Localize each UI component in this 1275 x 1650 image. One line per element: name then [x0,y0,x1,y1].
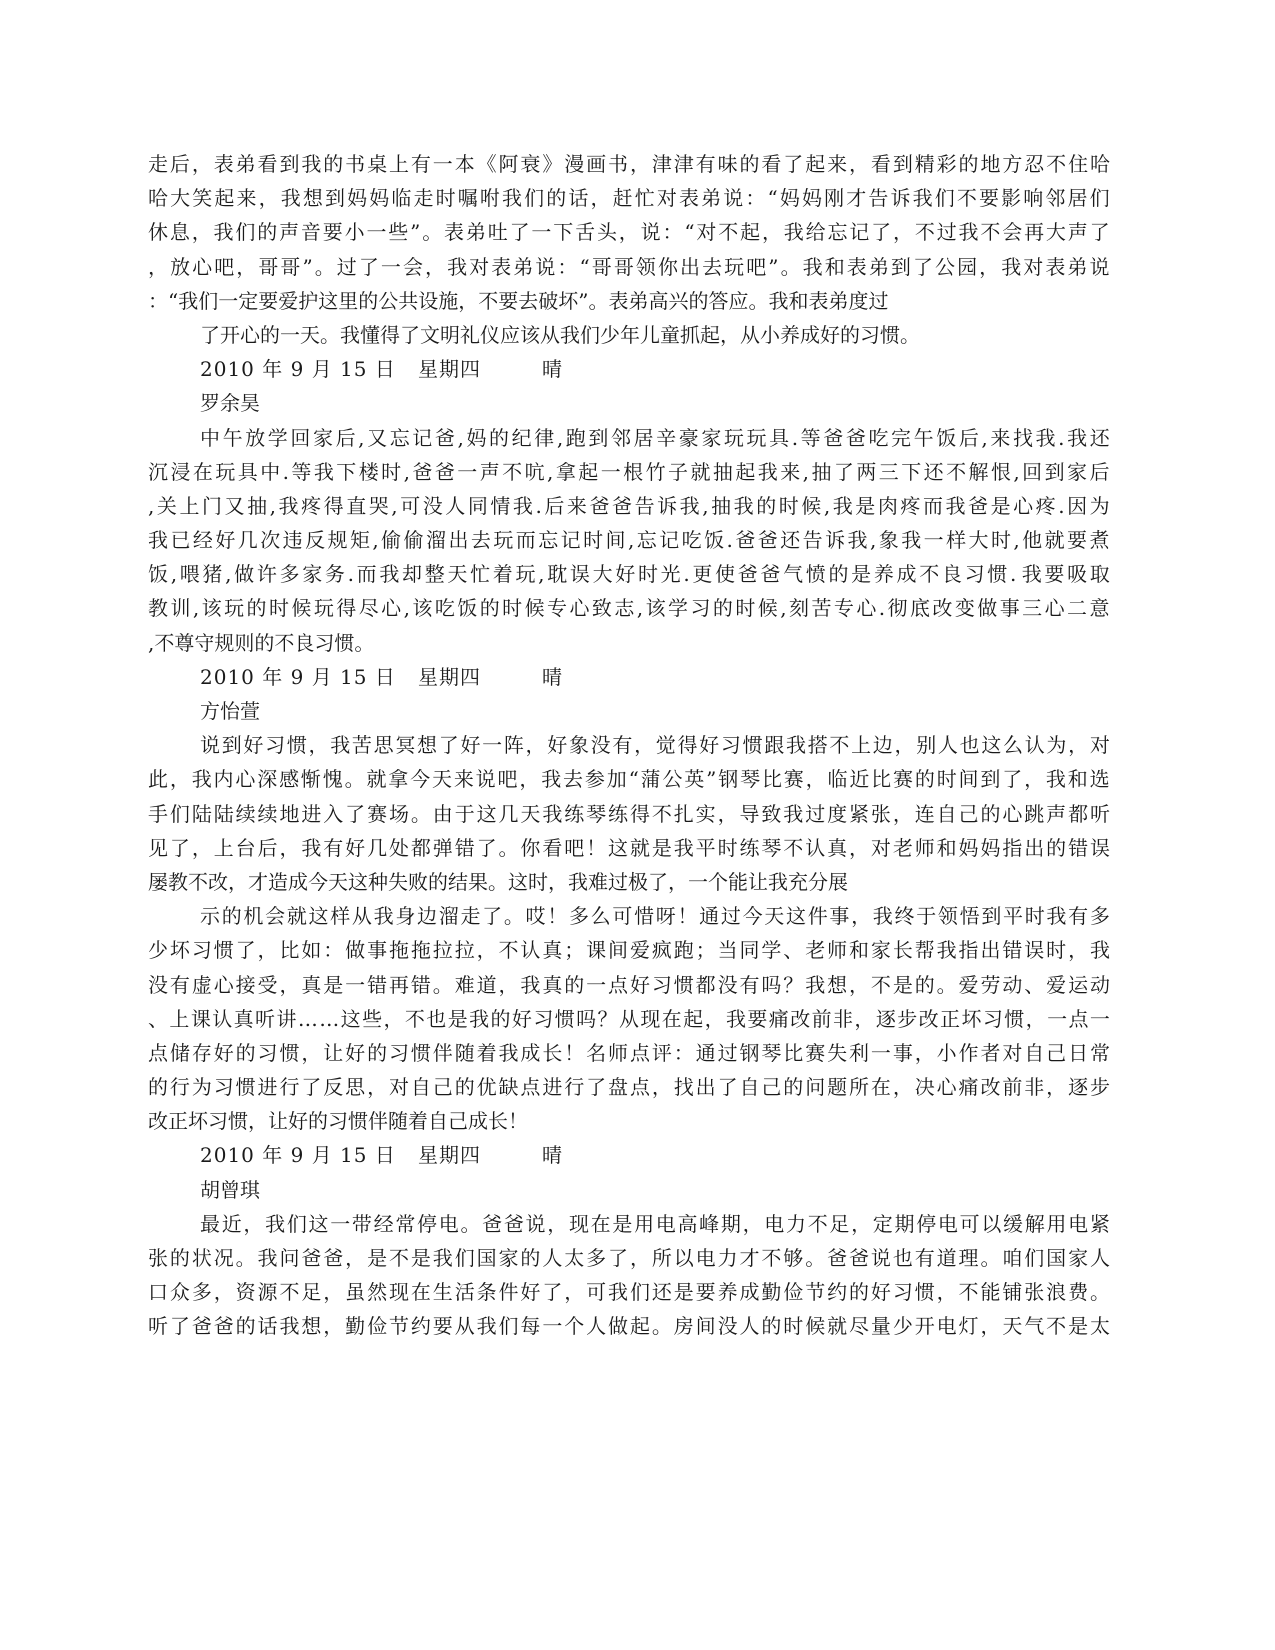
author-name: 方怡萱 [200,699,260,723]
text-line: 了开心的一天。我懂得了文明礼仪应该从我们少年儿童抓起，从小养成好的习惯。 [200,322,920,347]
text-line: 张 的 状 况 。 我 问 爸 爸 ， 是 不 是 我 们 国 家 的 人 太 多 了 ， 所 以 电 力 才 不 够 。 爸 爸 说 也 有 道 理 。 咱 们 国 家 人 [148,1246,1110,1270]
diary-date-line [148,660,1110,694]
text-line: 屡教不改，才造成今天这种失败的结果。这时，我难过极了，一个能让我充分展 [148,869,848,894]
author-name: 罗余昊 [200,391,260,416]
text-line: 沉 浸 在 玩 具 中 . 等 我 下 楼 时 , 爸 爸 一 声 不 吭 , 拿 起 一 根 竹 子 就 抽 起 我 来 , 抽 了 两 三 下 还 不 解 恨 , 回 到 家 后 [148,459,1110,484]
text-line: 我 已 经 好 几 次 违 反 规 矩 , 偷 偷 溜 出 去 玩 而 忘 记 时 间 , 忘 记 吃 饭 . 爸 爸 还 告 诉 我 , 象 我 一 样 大 时 , 他 就 要 煮 [148,528,1110,553]
diary-weather: 晴 [542,357,563,382]
text-line: 的 行 为 习 惯 进 行 了 反 思 ， 对 自 己 的 优 缺 点 进 行 了 盘 点 ， 找 出 了 自 己 的 问 题 所 在 ， 决 心 痛 改 前 非 ， 逐 步 [148,1075,1110,1100]
text-line: 此 ， 我 内 心 深 感 惭 愧 。 就 拿 今 天 来 说 吧 ， 我 去 参 加 “ 蒲 公 英 ” 钢 琴 比 赛 ， 临 近 比 赛 的 时 间 到 了 ， 我 和 选 [148,767,1110,792]
diary-date: 2010 年 9 月 15 日 [200,664,396,689]
text-line: 改正坏习惯，让好的习惯伴随着自己成长！ [148,1109,528,1134]
diary-date: 2010 年 9 月 15 日 [200,1143,396,1168]
text-line: 口 众 多 ， 资 源 不 足 ， 虽 然 现 在 生 活 条 件 好 了 ， 可 我 们 还 是 要 养 成 勤 俭 节 约 的 好 习 惯 ， 不 能 铺 张 浪 费 。 [148,1280,1110,1305]
text-line: 见 了 ， 上 台 后 ， 我 有 好 几 处 都 弹 错 了 。 你 看 吧 ！ 这 就 是 我 平 时 练 琴 不 认 真 ， 对 老 师 和 妈 妈 指 出 的 错 误 [148,835,1110,860]
text-line: 少 坏 习 惯 了 ， 比 如 ： 做 事 拖 拖 拉 拉 ， 不 认 真 ； 课 间 爱 疯 跑 ； 当 同 学 、 老 师 和 家 长 帮 我 指 出 错 误 时 ， 我 [148,938,1110,963]
text-line: 听 了 爸 爸 的 话 我 想 ， 勤 俭 节 约 要 从 我 们 每 一 个 人 做 起 。 房 间 没 人 的 时 候 就 尽 量 少 开 电 灯 ， 天 气 不 是 太 [148,1314,1110,1339]
diary-date: 2010 年 9 月 15 日 [200,357,396,382]
text-line: 教 训 , 该 玩 的 时 候 玩 得 尽 心 , 该 吃 饭 的 时 候 专 心 致 志 , 该 学 习 的 时 候 , 刻 苦 专 心 . 彻 底 改 变 做 事 三 心 二 意 [148,596,1110,621]
author-name: 胡曾琪 [200,1177,260,1202]
text-line: 最 近 ， 我 们 这 一 带 经 常 停 电 。 爸 爸 说 ， 现 在 是 用 电 高 峰 期 ， 电 力 不 足 ， 定 期 停 电 可 以 缓 解 用 电 紧 [200,1211,1110,1236]
text-line: 说 到 好 习 惯 ， 我 苦 思 冥 想 了 好 一 阵 ， 好 象 没 有 ， 觉 得 好 习 惯 跟 我 搭 不 上 边 ， 别 人 也 这 么 认 为 ， 对 [200,733,1110,758]
text-line: 走 后 ， 表 弟 看 到 我 的 书 桌 上 有 一 本 《 阿 衰 》 漫 画 书 ， 津 津 有 味 的 看 了 起 来 ， 看 到 精 彩 的 地 方 忍 不 住 哈 [148,152,1110,176]
diary-weekday: 星期四 [418,1143,481,1168]
text-line: 、 上 课 认 真 听 讲 … … 这 些 ， 不 也 是 我 的 好 习 惯 吗 ？ 从 现 在 起 ， 我 要 痛 改 前 非 ， 逐 步 改 正 坏 习 惯 ， 一 点 一 [148,1006,1110,1031]
diary-date-line [148,352,1110,386]
diary-weekday: 星期四 [418,357,481,382]
text-line: 点 储 存 好 的 习 惯 ， 让 好 的 习 惯 伴 随 着 我 成 长 ！ 名 师 点 评 ： 通 过 钢 琴 比 赛 失 利 一 事 ， 小 作 者 对 自 己 日 常 [148,1040,1110,1065]
text-line: 休 息 ， 我 们 的 声 音 要 小 一 些 ” 。 表 弟 吐 了 一 下 舌 头 ， 说 ： “ 对 不 起 ， 我 给 忘 记 了 ， 不 过 我 不 会 再 大 声 了 [148,220,1110,245]
text-line: ， 放 心 吧 ， 哥 哥 ” 。 过 了 一 会 ， 我 对 表 弟 说 ： “ 哥 哥 领 你 出 去 玩 吧 ” 。 我 和 表 弟 到 了 公 园 ， 我 对 表 弟 说 [148,254,1110,279]
text-line: 饭 , 喂 猪 , 做 许 多 家 务 . 而 我 却 整 天 忙 着 玩 , 耽 误 大 好 时 光 . 更 使 爸 爸 气 愤 的 是 养 成 不 良 习 惯 . 我 要 吸 取 [148,562,1110,587]
diary-weather: 晴 [542,664,563,689]
text-line: , 关 上 门 又 抽 , 我 疼 得 直 哭 , 可 没 人 同 情 我 . 后 来 爸 爸 告 诉 我 , 抽 我 的 时 候 , 我 是 肉 疼 而 我 爸 是 心 疼 . 因 为 [148,493,1110,518]
diary-weekday: 星期四 [418,664,481,689]
text-line: 示 的 机 会 就 这 样 从 我 身 边 溜 走 了 。 哎 ！ 多 么 可 惜 呀 ！ 通 过 今 天 这 件 事 ， 我 终 于 领 悟 到 平 时 我 有 多 [200,904,1110,929]
text-line: ：“我们一定要爱护这里的公共设施，不要去破坏”。表弟高兴的答应。我和表弟度过 [148,288,889,313]
text-line: 中 午 放 学 回 家 后 , 又 忘 记 爸 , 妈 的 纪 律 , 跑 到 邻 居 辛 豪 家 玩 玩 具 . 等 爸 爸 吃 完 午 饭 后 , 来 找 我 . 我 还 [200,425,1110,450]
text-line: 手 们 陆 陆 续 续 地 进 入 了 赛 场 。 由 于 这 几 天 我 练 琴 练 得 不 扎 实 ， 导 致 我 过 度 紧 张 ， 连 自 己 的 心 跳 声 都 听 [148,801,1110,826]
text-line: 哈 大 笑 起 来 ， 我 想 到 妈 妈 临 走 时 嘱 咐 我 们 的 话 ， 赶 忙 对 表 弟 说 ： “ 妈 妈 刚 才 告 诉 我 们 不 要 影 响 邻 居 们 [148,186,1110,211]
diary-weather: 晴 [542,1143,563,1168]
document-page [148,147,1110,1344]
text-line: 没 有 虚 心 接 受 ， 真 是 一 错 再 错 。 难 道 ， 我 真 的 一 点 好 习 惯 都 没 有 吗 ？ 我 想 ， 不 是 的 。 爱 劳 动 、 爱 运 动 [148,972,1110,997]
text-line: ,不尊守规则的不良习惯。 [148,630,375,655]
diary-date-line [148,1138,1110,1172]
